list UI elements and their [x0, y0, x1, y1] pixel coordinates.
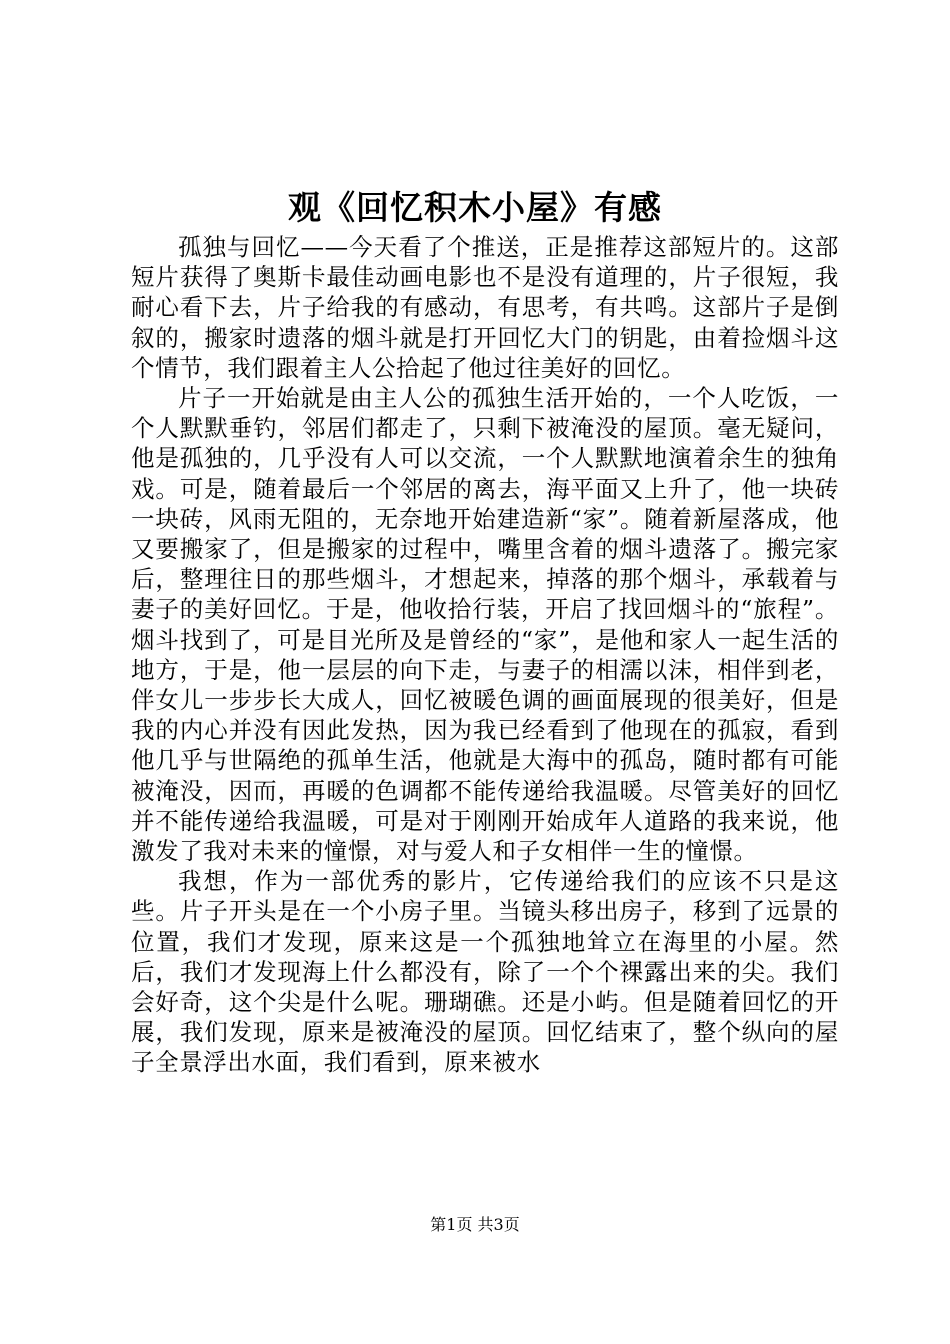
- page-footer: 第1页 共3页: [430, 1215, 520, 1234]
- page-title: 观《回忆积木小屋》有感: [288, 188, 662, 227]
- paragraph-1: 孤独与回忆——今天看了个推送，正是推荐这部短片的。这部短片获得了奥斯卡最佳动画电影也不是没有道理的，片子很短，我耐心看下去，片子给我的有感动，有思考，有共鸣。这部片子是倒叙的，搬家时遗落的烟斗就是打开回忆大门的钥匙，由着捡烟斗这个情节，我们跟着主人公拾起了他过往美好的回忆。: [131, 233, 839, 382]
- paragraph-2: 片子一开始就是由主人公的孤独生活开始的，一个人吃饭，一个人默默垂钓，邻居们都走了，只剩下被淹没的屋顶。毫无疑问，他是孤独的，几乎没有人可以交流，一个人默默地演着余生的独角戏。可是，随着最后一个邻居的离去，海平面又上升了，他一块砖一块砖，风雨无阻的，无奈地开始建造新“家”。随着新屋落成，他又要搬家了，但是搬家的过程中，嘴里含着的烟斗遗落了。搬完家后，整理往日的那些烟斗，才想起来，掉落的那个烟斗，承载着与妻子的美好回忆。于是，他收拾行装，开启了找回烟斗的“旅程”。烟斗找到了，可是目光所及是曾经的“家”，是他和家人一起生活的地方，于是，他一层层的向下走，与妻子的相濡以沫，相伴到老，伴女儿一步步长大成人，回忆被暖色调的画面展现的很美好，但是我的内心并没有因此发热，因为我已经看到了他现在的孤寂，看到他几乎与世隔绝的孤单生活，他就是大海中的孤岛，随时都有可能被淹没，因而，再暖的色调都不能传递给我温暖。尽管美好的回忆并不能传递给我温暖，可是对于刚刚开始成年人道路的我来说，他激发了我对未来的憧憬，对与爱人和子女相伴一生的憧憬。: [131, 384, 839, 866]
- paragraph-3: 我想，作为一部优秀的影片，它传递给我们的应该不只是这些。片子开头是在一个小房子里。当镜头移出房子，移到了远景的位置，我们才发现，原来这是一个孤独地耸立在海里的小屋。然后，我们才发现海上什么都没有，除了一个个裸露出来的尖。我们会好奇，这个尖是什么呢。珊瑚礁。还是小屿。但是随着回忆的开展，我们发现，原来是被淹没的屋顶。回忆结束了，整个纵向的屋子全景浮出水面，我们看到，原来被水: [131, 867, 839, 1077]
- article-body: [131, 232, 839, 1078]
